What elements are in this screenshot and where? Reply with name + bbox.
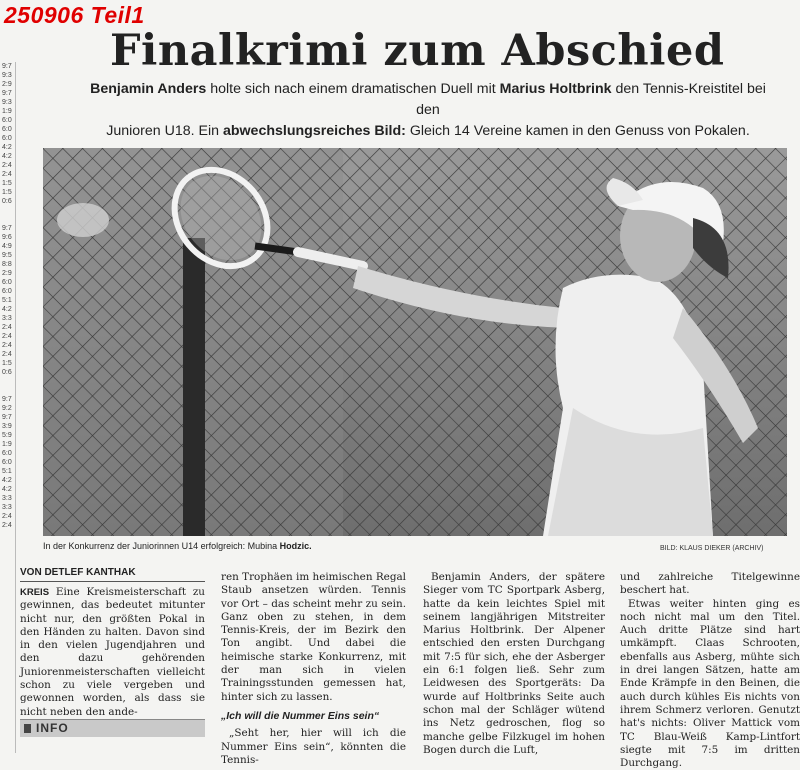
margin-score: 4:2 [2,306,12,313]
margin-score: 4:2 [2,486,12,493]
margin-score: 2:4 [2,162,12,169]
dateline: KREIS [20,587,50,598]
article-column-4 [620,571,800,770]
article-paragraph [20,586,205,719]
margin-score: 1:9 [2,441,12,448]
headline: Finalkrimi zum Abschied [110,26,725,76]
margin-score: 9:7 [2,225,12,232]
margin-score: 3:3 [2,495,12,502]
margin-score: 3:9 [2,423,12,430]
margin-score: 6:0 [2,459,12,466]
caption-text: In der Konkurrenz der Juniorinnen U14 erfolgreich: Mubina [43,541,280,551]
margin-score: 8:8 [2,261,12,268]
archive-stamp: 250906 Teil1 [4,2,145,28]
margin-score: 2:4 [2,351,12,358]
margin-score: 3:3 [2,504,12,511]
margin-score: 2:4 [2,522,12,529]
article-paragraph: Etwas weiter hinten ging es noch nicht mal um den Titel. Auch dritte Plätze sind hart umkämpft. Claas Schrooten, ebenfalls aus Asberg, mühte sich in drei langen Sätzen, hatte am Ende Krämpfe in den Beinen, die auch durch kühles Eis nichts von ihrem Schmerz verloren. Genutzt hat's nichts: Oliver Mattick vom TC Blau-Weiß Kamp-Lintfort siegte mit 7:5 im dritten Durchgang. [620,597,800,770]
margin-score: 6:0 [2,450,12,457]
intro-text: holte sich nach einem dramatischen Duell mit [206,81,500,97]
results-margin-strip [0,62,16,753]
author-byline: VON DETLEF KANTHAK [20,567,205,582]
intro-text: Gleich 14 Vereine kamen in den Genuss von Pokalen. [405,123,750,139]
margin-score: 9:7 [2,90,12,97]
margin-score: 9:7 [2,414,12,421]
article-column-2 [221,571,406,767]
margin-score: 9:3 [2,99,12,106]
margin-score: 2:4 [2,513,12,520]
article-column-1 [20,586,205,719]
margin-score: 9:5 [2,252,12,259]
photo-credit: BILD: KLAUS DIEKER (ARCHIV) [660,545,764,552]
margin-score: 6:0 [2,117,12,124]
photo-caption [43,541,312,551]
article-column-3 [423,571,605,757]
margin-score: 9:7 [2,63,12,70]
margin-score: 3:3 [2,315,12,322]
margin-score: 5:1 [2,468,12,475]
article-subheading: „Ich will die Nummer Eins sein“ [221,709,380,722]
margin-score: 1:5 [2,360,12,367]
article-paragraph: Benjamin Anders, der spätere Sieger vom TC Sportpark Asberg, hatte da kein leichtes Spiel mit seinem langjährigen Mitstreiter Marius Holtbrink. Der Alpener entschied den ersten Durchgang mit 7:5 für sich, ehe der Asberger ein 6:1 folgen ließ. Sehr zum Leidwesen des Sportgeräts: Da wurde auf Holtbrinks Seite auch schon mal der Schläger wütend ins Netz gedroschen, flog so manche gelbe Filzkugel im hohen Bogen durch die Luft, [423,571,605,756]
intro-name-anders: Benjamin Anders [90,81,207,97]
margin-score: 4:2 [2,153,12,160]
article-paragraph: ren Trophäen im heimischen Regal Staub ansetzen würden. Tennis vor Ort – das scheint mehr zu sein. Ganz oben zu stehen, in dem Tennis-Kreis, der im Bezirk den Ton angibt. Und dabei die heimische starke Konkurrenz, mit der man sich in vielen Trainingsstunden gemessen hat, hinter sich zu lassen. [221,571,406,703]
tennis-player-image [43,148,787,536]
margin-score: 6:0 [2,279,12,286]
margin-score: 4:9 [2,243,12,250]
paragraph-text: Eine Kreismeisterschaft zu gewinnen, das bedeutet mitunter nicht nur, den größten Pokal in den Händen zu halten. Davon sind in den vielen Jugendjahren und den dazu gehörenden Juniorenmeisterschaften vielleicht schon zu viele vergeben und gewonnen worden, als dass sie nicht neben den ande- [20,586,205,718]
margin-score: 4:2 [2,477,12,484]
intro-bold-phrase: abwechslungsreiches Bild: [222,123,406,139]
margin-score: 2:4 [2,333,12,340]
margin-score: 5:9 [2,432,12,439]
margin-score: 2:4 [2,324,12,331]
margin-score: 9:2 [2,405,12,412]
margin-score: 6:0 [2,135,12,142]
intro-lead [78,79,778,142]
margin-score: 0:6 [2,369,12,376]
margin-score: 9:6 [2,234,12,241]
margin-score: 6:0 [2,126,12,133]
margin-score: 4:2 [2,144,12,151]
intro-text: den Tennis-Kreistitel bei den [416,81,766,118]
margin-score: 5:1 [2,297,12,304]
margin-score: 2:9 [2,81,12,88]
margin-score: 0:6 [2,198,12,205]
intro-name-holtbrink: Marius Holtbrink [499,81,612,97]
margin-score: 1:9 [2,108,12,115]
margin-score: 2:9 [2,270,12,277]
margin-score: 9:3 [2,72,12,79]
intro-text: Junioren U18. Ein [106,123,223,139]
margin-score: 1:5 [2,180,12,187]
info-box-header [20,719,205,737]
margin-score: 9:7 [2,396,12,403]
margin-score: 2:4 [2,342,12,349]
margin-score: 1:5 [2,189,12,196]
tennis-photo [43,148,787,536]
article-paragraph: „Seht her, hier will ich die Nummer Eins sein“, könnten die Tennis- [221,727,406,766]
info-label: INFO [36,721,69,735]
margin-score: 6:0 [2,288,12,295]
article-paragraph: und zahlreiche Titelgewinne beschert hat. [620,571,800,597]
caption-name: Hodzic. [279,541,312,551]
margin-score: 2:4 [2,171,12,178]
